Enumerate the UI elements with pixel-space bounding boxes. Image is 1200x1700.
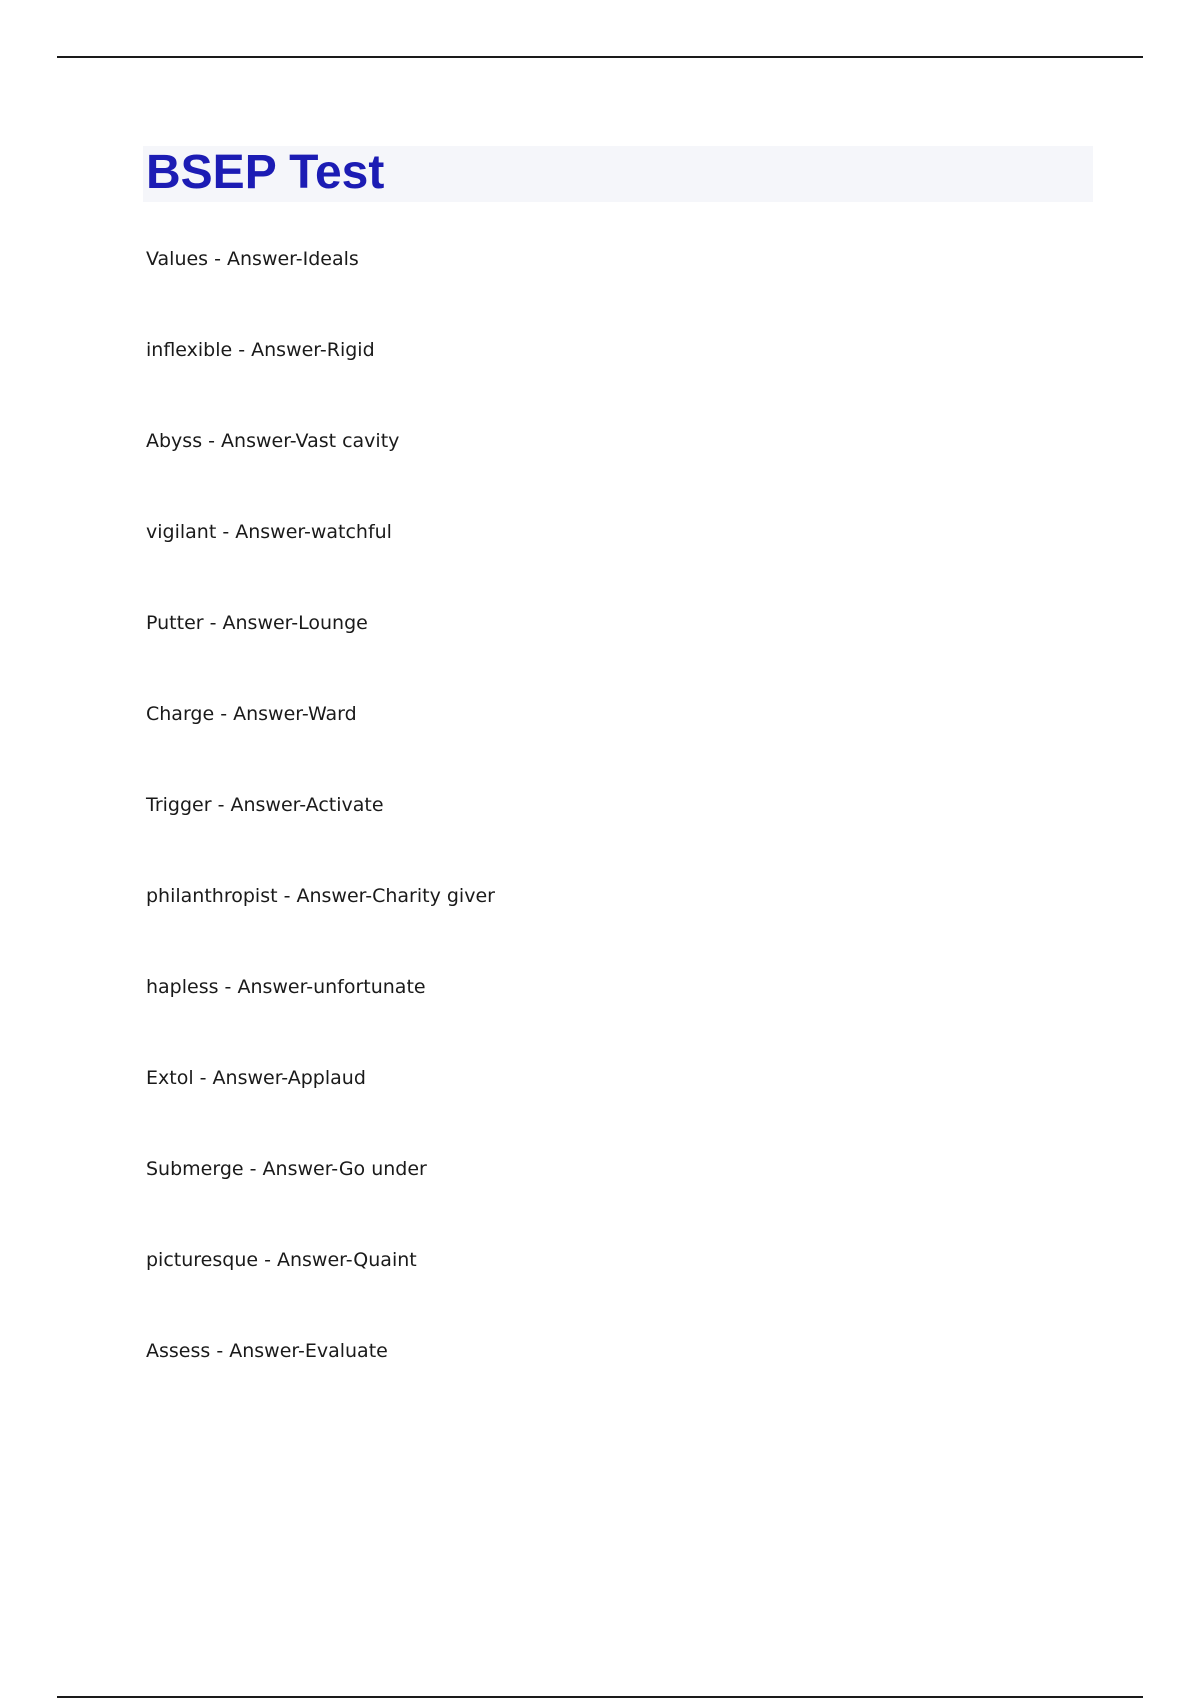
qa-item: Assess - Answer-Evaluate <box>146 1340 388 1362</box>
qa-item: Abyss - Answer-Vast cavity <box>146 430 400 452</box>
qa-item: Trigger - Answer-Activate <box>146 794 384 816</box>
header-rule <box>57 56 1143 58</box>
qa-item: Values - Answer-Ideals <box>146 248 359 270</box>
qa-item: inflexible - Answer-Rigid <box>146 339 375 361</box>
qa-list <box>146 247 495 1430</box>
qa-item: Extol - Answer-Applaud <box>146 1067 366 1089</box>
qa-item: Putter - Answer-Lounge <box>146 612 368 634</box>
qa-item: picturesque - Answer-Quaint <box>146 1249 417 1271</box>
qa-item: philanthropist - Answer-Charity giver <box>146 885 495 907</box>
qa-item: Submerge - Answer-Go under <box>146 1158 427 1180</box>
qa-item: vigilant - Answer-watchful <box>146 521 392 543</box>
document-title: BSEP Test <box>146 146 385 199</box>
qa-item: hapless - Answer-unfortunate <box>146 976 426 998</box>
footer-rule <box>57 1696 1143 1698</box>
qa-item: Charge - Answer-Ward <box>146 703 357 725</box>
